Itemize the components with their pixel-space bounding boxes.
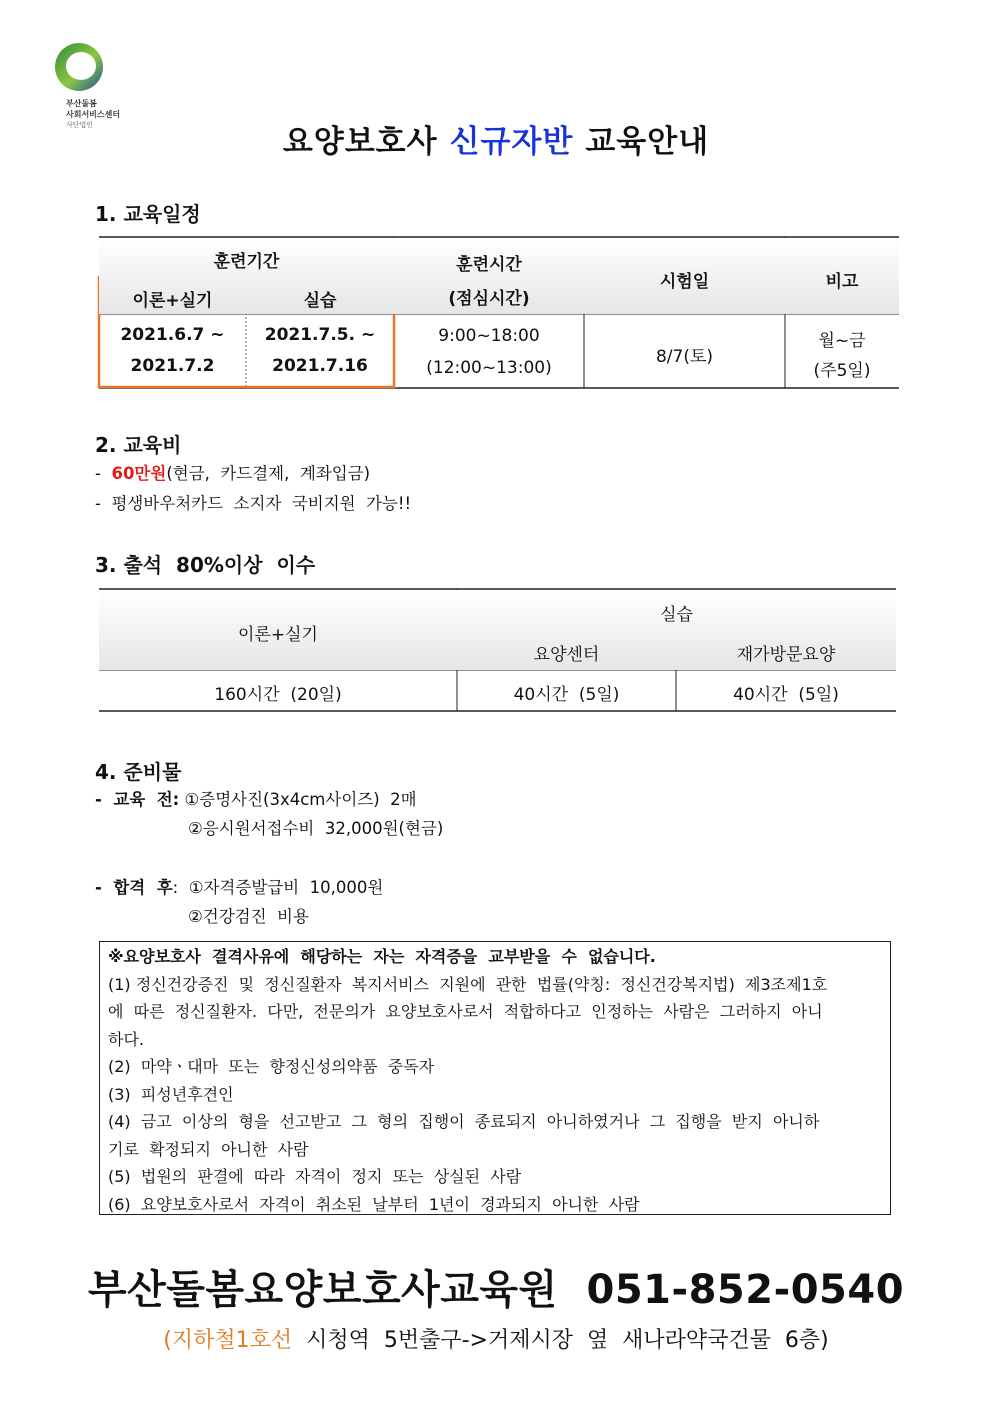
notice-title: ※요양보호사 결격사유에 해당하는 자는 자격증을 교부받을 수 없습니다.: [108, 947, 656, 966]
att-v-center: 40시간 (5일): [513, 685, 620, 705]
notice-item4b: 기로 확정되지 아니한 사람: [108, 1139, 309, 1159]
notice-item1c: 하다.: [108, 1029, 144, 1049]
title-part1: 요양보호사: [282, 124, 438, 160]
section2-heading: 2. 교육비: [95, 433, 182, 457]
h-time-sub: (점심시간): [448, 289, 530, 309]
theory-end: 2021.7.2: [130, 356, 215, 376]
att-h-practice: 실습: [660, 605, 693, 625]
addr-open: (: [163, 1328, 172, 1353]
h-period: 훈련기간: [213, 252, 280, 272]
before-label: - 교육 전:: [95, 790, 180, 809]
logo-line1: 부산돌봄: [66, 99, 97, 108]
addr-detail: 시청역 5번출구->거제시장 옆 새나라약국건물 6층): [292, 1328, 829, 1353]
att-h-center: 요양센터: [533, 645, 600, 665]
voucher-line: - 평생바우처카드 소지자 국비지원 가능!!: [95, 494, 412, 513]
title-part2: 교육안내: [585, 124, 710, 160]
note-week: (주5일): [813, 361, 871, 381]
att-v-theory: 160시간 (20일): [214, 685, 342, 705]
notice-item4a: (4) 금고 이상의 형을 선고받고 그 형의 집행이 종료되지 아니하였거나 그 집행을 받지 아니하: [108, 1112, 820, 1131]
addr-subway: 지하철1호선: [171, 1328, 293, 1353]
h-note: 비고: [825, 272, 859, 292]
notice-item5: (5) 법원의 판결에 따라 자격이 정지 또는 상실된 사람: [108, 1167, 522, 1186]
notice-item6: (6) 요양보호사로서 자격이 취소된 날부터 1년이 경과되지 아니한 사람: [108, 1194, 640, 1214]
att-v-home: 40시간 (5일): [733, 685, 839, 705]
fee-amount: 60만원: [111, 464, 167, 483]
time-main: 9:00~18:00: [438, 326, 540, 346]
fee-dash: -: [95, 464, 101, 483]
section1-heading: 1. 교육일정: [95, 202, 201, 226]
notice-item1b: 에 따른 정신질환자. 다만, 전문의가 요양보호사로서 적합하다고 인정하는 사람은 그러하지 아니: [108, 1002, 823, 1021]
notice-item2: (2) 마약ㆍ대마 또는 향정신성의약품 중독자: [108, 1057, 435, 1076]
section4-heading: 4. 준비물: [95, 760, 182, 784]
before-item2: ②응시원서접수비 32,000원(현금): [188, 819, 444, 838]
practice-end: 2021.7.16: [272, 356, 368, 376]
notice-item1a: (1) 정신건강증진 및 정신질환자 복지서비스 지원에 관한 법률(약칭: 정신건강복지법) 제3조제1호: [108, 974, 828, 994]
before-line1: [95, 786, 417, 814]
logo-line3: 사단법인: [66, 121, 94, 129]
fee-detail: (현금, 카드결제, 계좌입금): [166, 464, 371, 483]
title-highlight: 신규자반: [449, 124, 574, 160]
h-exam: 시험일: [659, 272, 710, 292]
exam-date: 8/7(토): [655, 347, 714, 367]
time-lunch: (12:00~13:00): [426, 358, 552, 378]
after-line1: [95, 874, 383, 902]
h-theory: 이론+실기: [132, 291, 213, 311]
h-time: 훈련시간: [456, 255, 522, 275]
theory-start: 2021.6.7 ~: [120, 325, 225, 345]
before-item1: ①증명사진(3x4cm사이즈) 2매: [179, 790, 417, 809]
after-label: - 합격 후: [95, 878, 173, 897]
att-h-home: 재가방문요양: [736, 645, 836, 665]
att-h-theory: 이론+실기: [238, 625, 318, 645]
section3-heading: 3. 출석 80%이상 이수: [95, 553, 316, 577]
after-item2: ②건강검진 비용: [188, 907, 309, 926]
h-practice: 실습: [303, 291, 337, 311]
footer-address: [0, 1323, 992, 1354]
fee-line: [95, 460, 370, 488]
practice-start: 2021.7.5. ~: [264, 325, 376, 345]
logo-line2: 사회서비스센터: [66, 110, 121, 119]
disqualification-notice: [99, 941, 891, 1215]
after-item1: : ①자격증발급비 10,000원: [172, 878, 384, 897]
note-days: 월~금: [818, 331, 866, 351]
footer-name-phone: 부산돌봄요양보호사교육원 051-852-0540: [87, 1267, 905, 1313]
notice-item3: (3) 피성년후견인: [108, 1084, 234, 1104]
